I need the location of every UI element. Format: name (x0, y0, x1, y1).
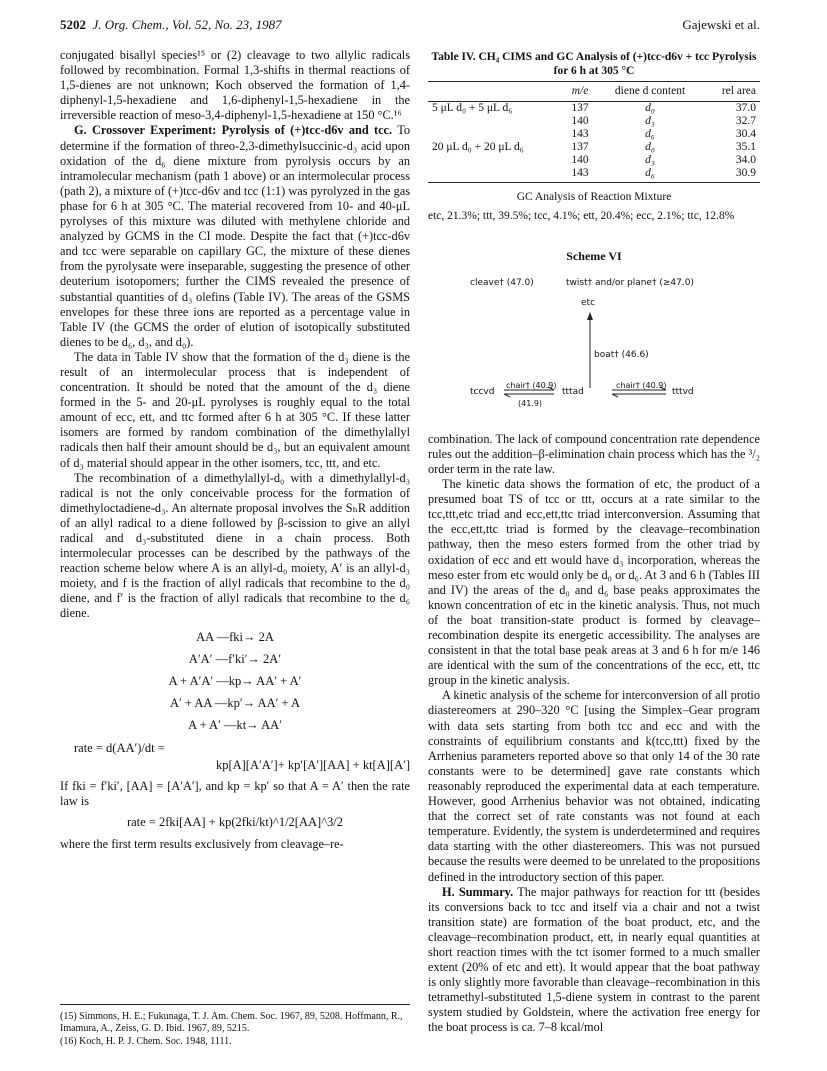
table-row (428, 167, 760, 183)
table-cell: 35.1 (735, 141, 756, 154)
paragraph: The data in Table IV show that the formation of the d₃ diene is the result of an intermolecular process that is independent of concentration. It should be noted that the amount of the d₃ diene formed in the 5- and 20-μL pyrolyses is roughly equal to the total amount of ecc, ett, and ttc formed after 6 h at 305 °C. If these latter isomers are formed by random combination of the dimethylallyl radicals then half their amount should be d₃, but an equivalent amount of d₃ material should appear in the other isomers, tcc, ttt, and etc. (60, 349, 410, 470)
table-header-row (428, 82, 760, 102)
page-header (60, 17, 760, 33)
table-cell: 140 (571, 115, 589, 128)
rate-law: rate = 2fki[AA] + kp(2fki/kt)^1/2[AA]^3/2 (126, 815, 344, 830)
right-column (428, 48, 760, 1036)
gc-analysis-text: etc, 21.3%; ttt, 39.5%; tcc, 4.1%; ett, 20.4%; ecc, 2.1%; ttc, 12.8% (428, 210, 735, 223)
scheme-chair-below-left: (41.9) (518, 398, 543, 408)
equation-2: A′A′ —f′ki′→ 2A′ (188, 651, 282, 666)
scheme-chair-label-left: chair† (40.9) (506, 380, 557, 390)
table-cell: 137 (571, 102, 589, 115)
paragraph: where the first term results exclusively from cleavage–re- (60, 836, 344, 851)
equation-3: A + A′A′ —kp→ AA′ + A′ (168, 673, 302, 688)
header-left (60, 17, 282, 33)
footnotes (60, 1004, 410, 1048)
paragraph: If fki = f′ki′, [AA] = [A′A′], and kp = kp′ so that A = A′ then the rate law is (60, 779, 410, 809)
rate-rhs: kp[A][A′A′]+ kp′[A′][AA] + kt[A][A′] (215, 758, 410, 773)
scheme-vi-diagram (428, 270, 760, 440)
table-row (428, 141, 760, 154)
table-cell: d₆ (597, 167, 703, 183)
rate-lhs: rate = d(AA′)/dt = (74, 741, 165, 756)
paragraph: combination. The lack of compound concentration rate dependence rules out the addition–β-elimination chain process which has the ³/₂ order term in the rate law. (428, 431, 760, 476)
table-cell: 143 (563, 167, 597, 183)
rate-equation (60, 741, 410, 773)
table-cell (428, 115, 563, 128)
table-iv (428, 81, 760, 183)
section-h-title: H. Summary. (442, 884, 514, 899)
volume-issue: Vol. 52, No. 23, 1987 (171, 17, 282, 32)
section-g-text: To determine if the formation of threo-2,3-dimethylsuccinic-d₃ acid upon oxidation of the d₆ diene mixture from pyrolysis occurs by an intramolecular mechanism (path 1 above) or an intermolecular process (path 2), a mixture of (+)tcc-d6v and tcc (1:1) was pyrolyzed in the gas phase for 6 h at 305 °C. The material recovered from 10- and 40-μL pyrolyses of this mixture was diluted with methylene chloride and analyzed by GCMS in the CI mode. Despite the fact that (+)tcc-d6v and tcc were separable on capillary GC, the mixture of these dienes from the pyrolysate were inseparable, suggesting the presence of other deuterium isotopomers; further the CIMS revealed the presence of substantial quantities of d₃ olefins (Table IV). The areas of the GSMS envelopes for these three ions are reported as a percentage value in Table IV (the GCMS the order of elution of isotopically substituted dienes to be d₆, d₃, and d₀). (60, 123, 410, 349)
paragraph: conjugated bisallyl species¹⁵ or (2) cleavage to two allylic radicals followed by recombination. Formal 1,3-shifts in thermal reactions of 1,5-dienes are not unknown; Koch observed the formation of 1,4-diphenyl-1,5-hexadiene and 1,6-diphenyl-1,5-hexadiene in the irreversible reaction of meso-3,4-diphenyl-1,5-hexadiene at 150 °C.¹⁶ (60, 48, 410, 123)
equation-5: A + A′ —kt→ AA′ (188, 717, 282, 732)
table-cell: 143 (571, 128, 589, 141)
table-cell: d₃ (645, 154, 655, 167)
table-cell (428, 154, 563, 167)
table-header: diene d content (597, 82, 703, 102)
table-cell: 140 (571, 154, 589, 167)
table-cell: 34.0 (735, 154, 756, 167)
scheme-tttvd: tttvd (672, 386, 694, 397)
table-cell (428, 167, 563, 183)
table-cell: 20 μL d₀ + 20 μL d₆ (432, 141, 524, 154)
table-cell: 137 (571, 141, 589, 154)
table-header: rel area (703, 82, 760, 102)
header-authors: Gajewski et al. (682, 17, 760, 32)
table-header: m/e (563, 82, 597, 102)
section-h-text: The major pathways for reaction for ttt (besides its conversions back to tcc and itself via a chair and not a twist transition state) are formation of the boat product, etc, and the cleavage–recombination product, ett, in nearly equal quantities at short reaction times with the tct isomer formed to a much smaller extent (20% of etc and ett). It would appear that the boat pathway is only slightly more favorable than cleavage–recombination in this tetramethyl-substituted 1,5-diene system in contrast to the parent system studied by Goldstein, where the activation free energy for the boat process is ca. 7–8 kcal/mol (428, 884, 760, 1035)
scheme-cleave-label: cleave† (47.0) (470, 277, 534, 288)
section-g-title: G. Crossover Experiment: Pyrolysis of (+)tcc-d6v and tcc. (74, 123, 393, 138)
equation-1: AA —fki→ 2A (196, 629, 274, 644)
table-cell: 32.7 (735, 115, 756, 128)
table-row (428, 115, 760, 128)
table-cell: d₀ (645, 141, 655, 154)
paragraph: The recombination of a dimethylallyl-d₀ with a dimethylallyl-d₃ radical is not the only conceivable process for the formation of dimethyloctadiene-d₃. An alternate proposal involves the SₕR addition of an allyl radical to a diene followed by β-scission to give an allyl radical and d₃-substituted diene in a chain process. Both intermolecular processes can be described by the pathways of the reaction scheme below where A is an allyl-d₀ moiety, A′ is an allyl-d₃ moiety, and f is the fraction of allyl radicals that recombine to the d₀ diene, and f′ is the fraction of allyl radicals that recombine to the d₆ diene. (60, 470, 410, 621)
table-cell: 5 μL d₀ + 5 μL d₆ (432, 102, 513, 115)
scheme-boat-label: boat† (46.6) (594, 349, 649, 360)
table-cell: 30.4 (735, 128, 756, 141)
scheme-tttad: tttad (562, 386, 584, 397)
section-g (60, 123, 410, 349)
footnote-16: (16) Koch, H. P. J. Chem. Soc. 1948, 1111. (60, 1036, 232, 1047)
journal-name: J. Org. Chem., (92, 17, 169, 32)
table-header (428, 82, 563, 102)
left-column (60, 48, 410, 852)
table-cell: d₃ (645, 115, 655, 128)
scheme-chair-label-right: chair† (40.9) (616, 380, 667, 390)
scheme-title: Scheme VI (566, 248, 622, 263)
section-h (428, 885, 760, 1036)
gc-analysis-title: GC Analysis of Reaction Mixture (516, 191, 672, 204)
table-cell: 37.0 (735, 102, 756, 115)
scheme-twist-label: twist† and/or plane† (≥47.0) (566, 277, 694, 288)
paragraph: The kinetic data shows the formation of etc, the product of a presumed boat TS of tcc or ttt, occurs at a rate similar to the tcc,ttt,etc triad and ecc,ett,ttc triad interconversion. Assuming that the ecc,ett,ttc triad is formed by the cleavage–recombination pathway, then the meso esters formed from the other triad by oxidation of ecc and ett would have d₃ incorporation, whereas the meso ester from etc would only be d₀ or d₆. At 3 and 6 h (Tables III and IV) the areas of the d₀ and d₆ base peaks approximates the known concentration of etc in the kinetic analysis. Thus, not much of the boat transition-state product is formed by cleavage–recombination despite its energetic accessibility. The analyses are consistent in that the total base peak areas at 3 and 6 h for m/e 146 are identical with the sum of the concentrations of the ecc, ett, ttc group in the kinetic analysis. (428, 477, 760, 688)
table-cell (428, 128, 563, 141)
table-row (428, 128, 760, 141)
scheme-tccvd: tccvd (470, 386, 495, 397)
table-cell: d₆ (645, 128, 655, 141)
paragraph: A kinetic analysis of the scheme for interconversion of all protio diastereomers at 290–320 °C [using the Simplex–Gear program with data sets starting from both tcc and ecc and with the constraints of equilibrium constants and k(tcc,ttt) fixed by the Arrhenius parameters reported above so that only 14 of the 30 rate constants were to be determined] gave rate constants which reasonably reproduced the experimental data at each temperature. However, good Arrhenius behavior was not obtained, indicating that the correct set of rate constants was not found at each temperature. Evidently, the system is underdetermined and requires data starting with the other diastereomers. This was not pursued because the results were deemed to be unrelated to the propositions defined in the introductory section of this paper. (428, 688, 760, 884)
table-cell: 30.9 (703, 167, 760, 183)
table-row (428, 102, 760, 116)
table-row (428, 154, 760, 167)
page-number: 5202 (60, 17, 86, 32)
boat-arrow-head (587, 312, 593, 320)
footnote-15: (15) Simmons, H. E.; Fukunaga, T. J. Am. Chem. Soc. 1967, 89, 5208. Hoffmann, R., Imamura, A., Zeiss, G. D. Ibid. 1967, 89, 5215. (60, 1011, 403, 1034)
scheme-etc-label: etc (581, 297, 596, 308)
table-cell: d₀ (645, 102, 655, 115)
table-iv-title: Table IV. CH₄ CIMS and GC Analysis of (+)tcc-d6v + tcc Pyrolysis for 6 h at 305 °C (431, 51, 757, 77)
equation-4: A′ + AA —kp′→ AA′ + A (170, 695, 300, 710)
